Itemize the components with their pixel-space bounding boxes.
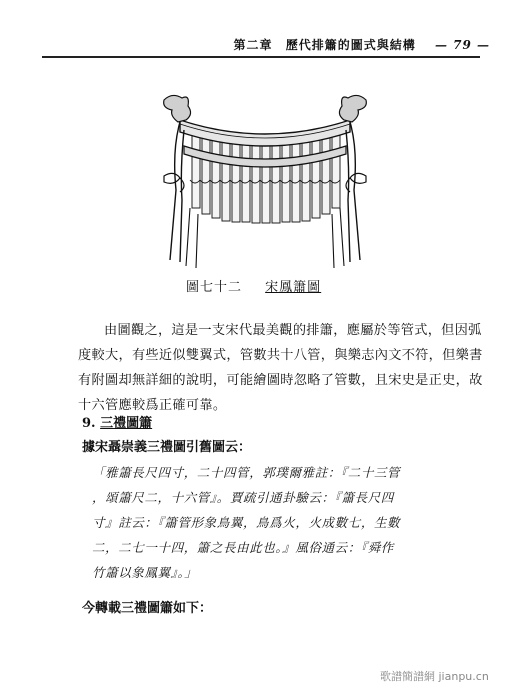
quote-line: 「雅簫長尺四寸，二十四管，郭璞爾雅註：『二十三管 bbox=[92, 465, 401, 480]
quote-line: ，頌簫尺二，十六管』。賈疏引通卦驗云：『簫長尺四 bbox=[92, 490, 394, 505]
figure-caption bbox=[186, 276, 386, 295]
chapter-label: 第二章 bbox=[233, 38, 273, 52]
paragraph-line: 度較大，有些近似雙翼式，管數共十八管，與樂志內文不符，但樂書 bbox=[78, 348, 483, 363]
panpipe-illustration bbox=[150, 90, 380, 270]
section-title: 三禮圖簫 bbox=[100, 416, 153, 431]
figure-title: 宋鳳簫圖 bbox=[265, 280, 322, 295]
closing-line: 今轉載三禮圖簫如下： bbox=[82, 601, 213, 616]
paragraph-line: 十六管應較爲正確可靠。 bbox=[78, 398, 227, 413]
quote-line: 二，二七一十四，簫之長由此也。』風俗通云：『舜作 bbox=[92, 540, 394, 555]
body-paragraph bbox=[78, 318, 483, 418]
site-watermark: 歌譜簡譜網 jianpu.cn bbox=[380, 670, 489, 683]
page-number: — 79 — bbox=[434, 38, 490, 52]
paragraph-line: 由圖觀之，這是一支宋代最美觀的排簫，應屬於等管式，但因弧 bbox=[104, 323, 482, 338]
section-number: 9. bbox=[82, 416, 96, 431]
quoted-passage bbox=[92, 460, 452, 585]
figure-number: 圖七十二 bbox=[186, 280, 243, 295]
section-heading bbox=[82, 412, 152, 431]
quote-line: 竹簫以象鳳翼』。」 bbox=[92, 565, 198, 580]
running-header bbox=[190, 36, 490, 53]
header-rule bbox=[42, 56, 480, 58]
quote-line: 寸』註云：『簫管形象鳥翼，鳥爲火，火成數七，生數 bbox=[92, 515, 401, 530]
paragraph-line: 有附圖却無詳細的說明，可能繪圖時忽略了管數，且宋史是正史，故 bbox=[78, 373, 483, 388]
chapter-title: 歷代排簫的圖式與結構 bbox=[285, 38, 416, 52]
citation-line: 據宋聶崇義三禮圖引舊圖云： bbox=[82, 440, 252, 455]
